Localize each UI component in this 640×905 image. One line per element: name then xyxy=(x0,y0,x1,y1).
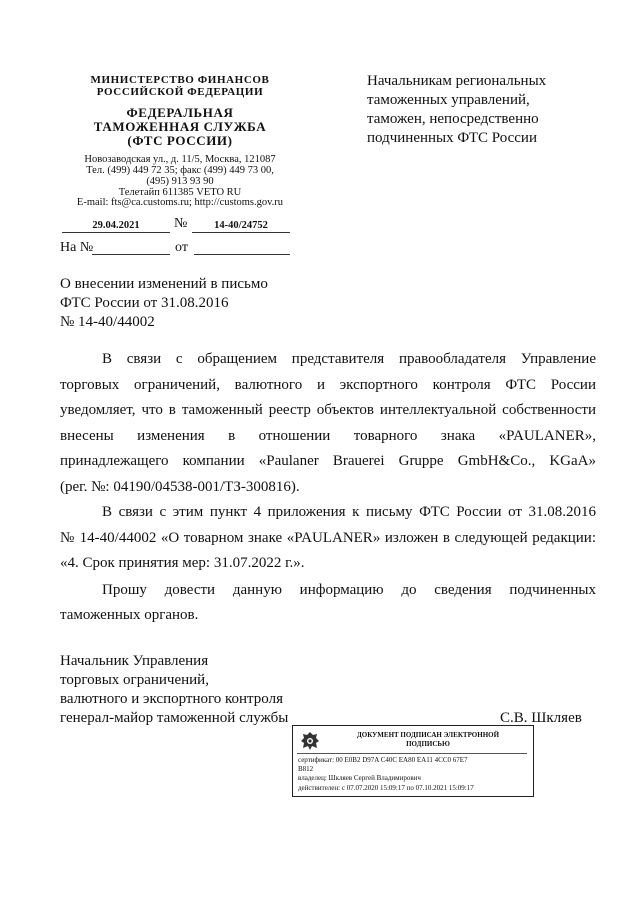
addressee-line-4: подчиненных ФТС России xyxy=(367,130,537,146)
na-number-line xyxy=(92,254,170,255)
service-line-2: ТАМОЖЕННАЯ СЛУЖБА xyxy=(93,119,267,134)
e-signature-certificate: сертификат: 00 E0B2 D97A C40C EA80 EA11 4CC0 67E7 xyxy=(298,756,468,764)
address-line-2: Тел. (499) 449 72 35; факс (499) 449 73 00, xyxy=(86,165,274,176)
p3-line-1: Прошу довести данную информацию до сведения подчиненных xyxy=(102,581,596,598)
signatory-title-1: Начальник Управления xyxy=(60,653,209,669)
ministry-line-1: МИНИСТЕРСТВО ФИНАНСОВ xyxy=(90,74,270,86)
p2-line-1: В связи с этим пункт 4 приложения к письму ФТС России от 31.08.2016 xyxy=(102,504,596,520)
ot-date-line xyxy=(194,254,290,255)
address-line-3: (495) 913 93 90 xyxy=(146,176,214,187)
reg-number: 14-40/24752 xyxy=(192,220,290,233)
e-signature-heading-2: ПОДПИСЬЮ xyxy=(406,740,450,748)
e-signature-certificate-2: B812 xyxy=(298,765,314,773)
subject xyxy=(60,275,320,332)
addressee-line-2: таможенных управлений, xyxy=(367,92,530,108)
signatory-title-4: генерал-майор таможенной службы xyxy=(60,710,289,726)
signatory-title-3: валютного и экспортного контроля xyxy=(60,691,283,707)
address-line-5: E-mail: fts@ca.customs.ru; http://customs.gov.ru xyxy=(76,197,284,208)
na-label: На № xyxy=(60,240,94,255)
p1-line-6: (рег. №: 04190/04538-001/ТЗ-300816). xyxy=(60,478,300,495)
p1-line-5: принадлежащего компании «Paulaner Brauerei Gruppe GmbH&Co., KGaA» xyxy=(60,453,596,469)
subject-line-3: № 14-40/44002 xyxy=(60,314,155,330)
coat-of-arms-icon xyxy=(299,730,321,752)
p2-line-2: № 14-40/44002 «О товарном знаке «PAULANER» изложен в следующей редакции: xyxy=(60,529,596,546)
p2-line-3: «4. Срок принятия мер: 31.07.2022 г.». xyxy=(60,555,305,571)
ministry-line-2: РОССИЙСКОЙ ФЕДЕРАЦИИ xyxy=(96,86,264,98)
subject-line-1: О внесении изменений в письмо xyxy=(60,276,268,292)
e-signature-owner: владелец: Шкляев Сергей Владимирович xyxy=(298,774,421,782)
reg-date: 29.04.2021 xyxy=(62,220,170,233)
subject-line-2: ФТС России от 31.08.2016 xyxy=(60,295,229,311)
e-signature-heading-1: ДОКУМЕНТ ПОДПИСАН ЭЛЕКТРОННОЙ xyxy=(356,731,500,739)
addressee xyxy=(367,72,597,148)
p3-line-2: таможенных органов. xyxy=(60,607,199,623)
p1-line-3: уведомляет, что в таможенный реестр объектов интеллектуальной собственности xyxy=(60,402,596,418)
ot-label: от xyxy=(175,240,188,255)
reg-no-sign: № xyxy=(174,216,188,231)
service-line-1: ФЕДЕРАЛЬНАЯ xyxy=(126,105,234,120)
p1-line-1: В связи с обращением представителя правообладателя Управление xyxy=(102,351,596,367)
letter-body xyxy=(60,347,596,629)
addressee-line-3: таможен, непосредственно xyxy=(367,111,539,127)
service-line-3: (ФТС РОССИИ) xyxy=(127,133,233,148)
signatory-title-2: торговых ограничений, xyxy=(60,672,209,688)
p1-line-4: внесены изменения в отношении товарного знака «PAULANER», xyxy=(60,427,596,444)
p1-line-2: торговых ограничений, валютного и экспортного контроля ФТС России xyxy=(60,376,596,393)
e-signature-stamp xyxy=(292,725,534,797)
address-line-4: Телетайп 611385 VETO RU xyxy=(118,187,242,198)
address-line-1: Новозаводская ул., д. 11/5, Москва, 121087 xyxy=(84,154,276,165)
addressee-line-1: Начальникам региональных xyxy=(367,73,547,89)
signatory-title xyxy=(60,652,310,728)
signatory-name: С.В. Шкляев xyxy=(500,710,582,726)
e-signature-valid: действителен: с 07.07.2020 15:09:17 по 07.10.2021 15:09:17 xyxy=(298,784,474,792)
e-signature-divider xyxy=(297,753,527,754)
